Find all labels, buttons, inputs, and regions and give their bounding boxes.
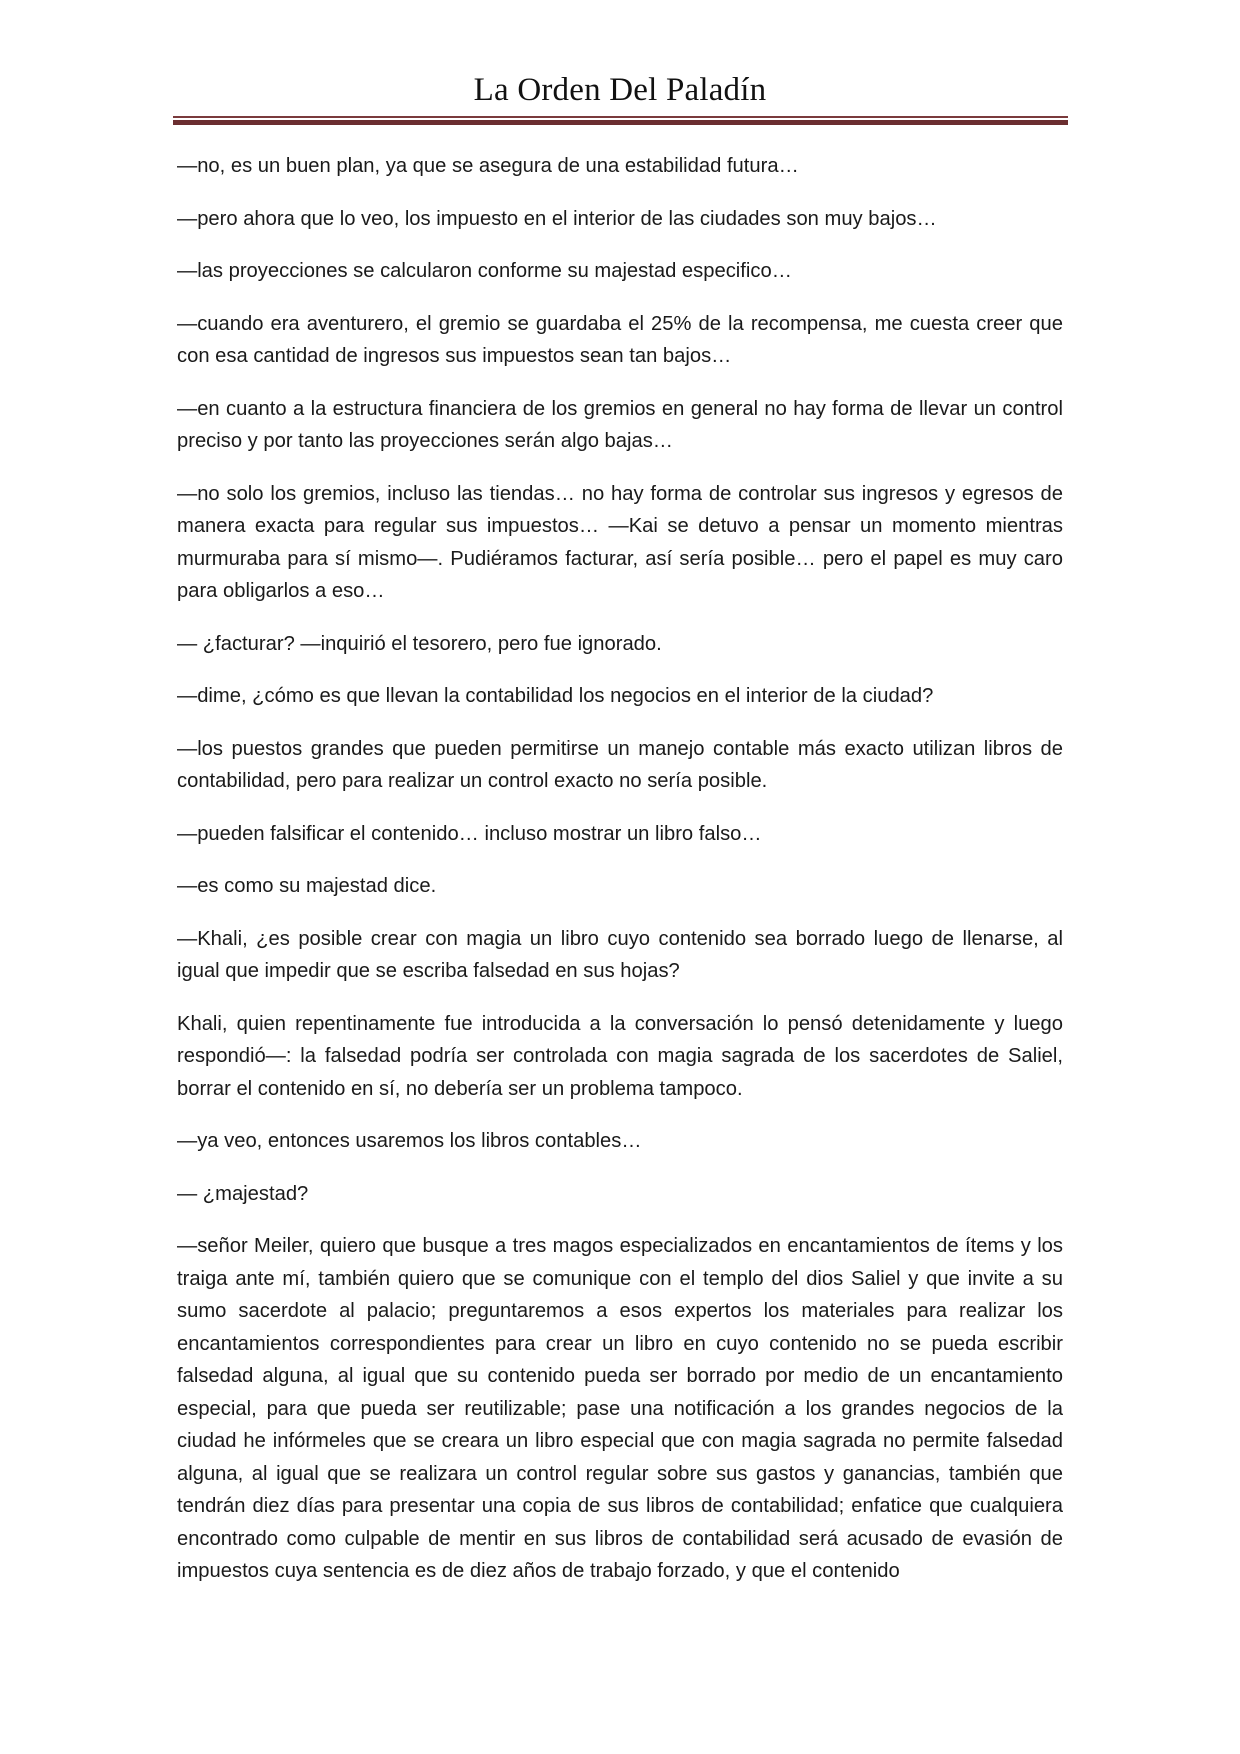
paragraph-3: —las proyecciones se calcularon conforme su majestad especifico… [177,260,792,282]
paragraph-7: — ¿facturar? —inquirió el tesorero, pero fue ignorado. [177,632,662,655]
body-text [177,150,1063,1608]
paragraph-1: —no, es un buen plan, ya que se asegura de una estabilidad futura… [177,155,799,177]
paragraph-16: —señor Meiler, quiero que busque a tres magos especializados en encantamientos de ítems y los traiga ante mí, también quiero que se comunique con el templo del dios Saliel y que invite a su sumo sacerdote al palacio; preguntaremos a esos expertos los materiales para realizar los encantamientos correspondientes para crear un libro en cuyo contenido no se pueda escribir falsedad alguna, al igual que su contenido pueda ser borrado por medio de un encantamiento especial, para que pueda ser reutilizable; pase una notificación a los grandes negocios de la ciudad he infórmeles que se creara un libro especial que con magia sagrada no permite falsedad alguna, al igual que se realizara un control regular sobre sus gastos y ganancias, también que tendrán diez días para presentar una copia de sus libros de contabilidad; enfatice que cualquiera encontrado como culpable de mentir en sus libros de contabilidad será acusado de evasión de impuestos cuya sentencia es de diez años de trabajo forzado, y que el contenido [177,1235,1063,1582]
paragraph-5: —en cuanto a la estructura financiera de los gremios en general no hay forma de llevar un control preciso y por tanto las proyecciones serán algo bajas… [177,397,1063,452]
paragraph-12: —Khali, ¿es posible crear con magia un libro cuyo contenido sea borrado luego de llenarse, al igual que impedir que se escriba falsedad en sus hojas? [177,927,1063,982]
paragraph-6: —no solo los gremios, incluso las tiendas… no hay forma de controlar sus ingresos y egresos de manera exacta para regular sus impuestos… —Kai se detuvo a pensar un momento mientras murmuraba para sí mismo—. Pudiéramos facturar, así sería posible… pero el papel es muy caro para obligarlos a eso… [177,482,1063,602]
paragraph-8: —dime, ¿cómo es que llevan la contabilidad los negocios en el interior de la ciudad? [177,685,934,707]
paragraph-10: —pueden falsificar el contenido… incluso mostrar un libro falso… [177,822,762,845]
paragraph-2: —pero ahora que lo veo, los impuesto en el interior de las ciudades son muy bajos… [177,207,937,230]
paragraph-13: Khali, quien repentinamente fue introducida a la conversación lo pensó detenidamente y luego respondió—: la falsedad podría ser controlada con magia sagrada de los sacerdotes de Saliel, borrar el contenido en sí, no debería ser un problema tampoco. [177,1012,1063,1100]
paragraph-14: —ya veo, entonces usaremos los libros contables… [177,1130,642,1152]
header-rule-thick [173,120,1068,125]
page-header-title: La Orden Del Paladín [473,72,767,108]
paragraph-11: —es como su majestad dice. [177,875,437,897]
paragraph-4: —cuando era aventurero, el gremio se guardaba el 25% de la recompensa, me cuesta creer que con esa cantidad de ingresos sus impuestos sean tan bajos… [177,312,1063,367]
header-rule-thin [173,116,1068,118]
paragraph-9: —los puestos grandes que pueden permitirse un manejo contable más exacto utilizan libros de contabilidad, pero para realizar un control exacto no sería posible. [177,737,1063,792]
paragraph-15: — ¿majestad? [177,1182,309,1205]
